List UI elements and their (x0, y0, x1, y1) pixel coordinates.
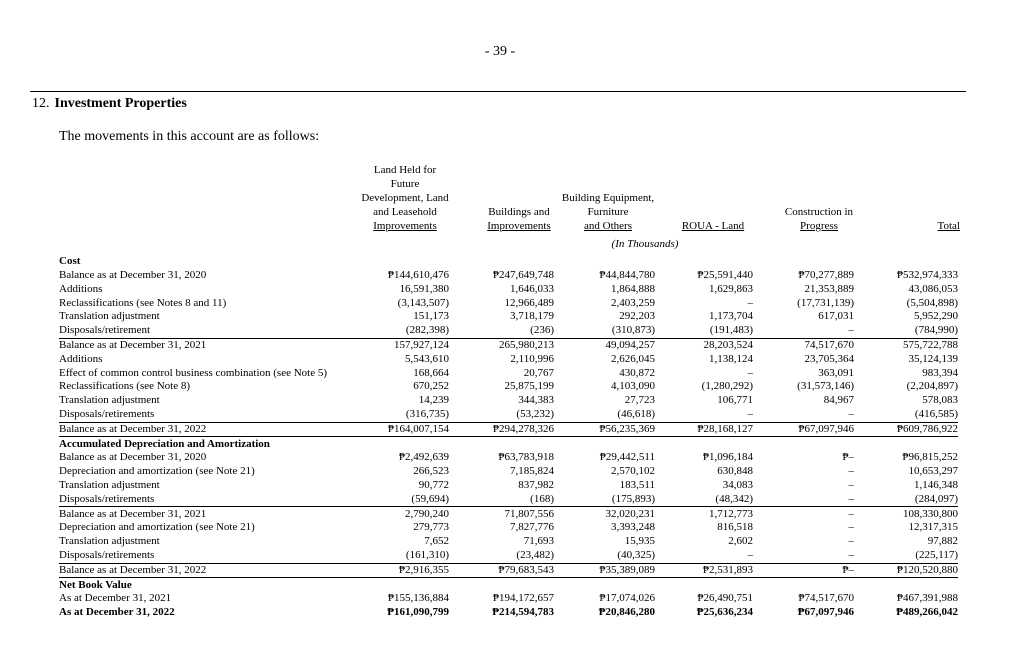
table-row (59, 408, 958, 422)
investment-properties-table (59, 255, 958, 620)
row-label: Translation adjustment (59, 535, 160, 548)
cell-value: 108,330,800 (903, 507, 958, 520)
cell-value: 21,353,889 (804, 282, 854, 295)
cell-value: 7,827,776 (510, 521, 554, 534)
cell-value: ₱– (753, 563, 854, 578)
cell-value: 106,771 (717, 394, 753, 407)
row-label: Balance as at December 31, 2020 (59, 269, 207, 282)
col-header-line: Improvements (373, 220, 437, 232)
cell-value: 363,091 (818, 366, 854, 379)
cell-value: (48,342) (655, 493, 753, 507)
cell-value: (53,232) (449, 408, 554, 422)
row-label: Reclassifications (see Note 8) (59, 380, 191, 393)
cell-value (655, 255, 753, 269)
cell-value: – (655, 408, 753, 422)
cell-value: 5,952,290 (914, 310, 958, 323)
cell-value: (1,280,292) (701, 380, 753, 393)
cell-value: (282,398) (348, 324, 449, 338)
cell-value (655, 437, 753, 451)
cell-value: 983,394 (922, 366, 958, 379)
cell-value: (225,117) (854, 549, 958, 563)
cell-value: 20,767 (523, 366, 554, 379)
cell-value: 2,602 (728, 535, 753, 548)
cell-value: 168,664 (413, 366, 449, 379)
table-row (59, 296, 958, 310)
cell-value: 1,173,704 (709, 310, 753, 323)
cell-value: (3,143,507) (397, 296, 449, 309)
cell-value: (40,325) (554, 549, 655, 563)
row-label: Disposals/retirements (59, 493, 348, 507)
cell-value: 1,629,863 (709, 282, 753, 295)
cell-value: ₱194,172,657 (492, 592, 554, 605)
cell-value: 16,591,380 (399, 282, 449, 295)
cell-value: ₱214,594,783 (492, 606, 554, 619)
cell-value (348, 255, 449, 269)
cell-value (854, 255, 958, 269)
table-row (59, 380, 958, 394)
table-row (59, 493, 958, 507)
cell-value: 5,543,610 (405, 352, 449, 365)
col-header-line: Future (390, 178, 420, 190)
row-label: Balance as at December 31, 2021 (59, 507, 207, 520)
col-header-line: Building Equipment, (561, 192, 655, 204)
cell-value: 2,790,240 (405, 507, 449, 520)
cell-value: 1,138,124 (709, 352, 753, 365)
cell-value: ₱2,916,355 (348, 563, 449, 578)
row-label: Net Book Value (59, 578, 132, 591)
cell-value: (784,990) (854, 324, 958, 338)
cell-value: 816,518 (717, 521, 753, 534)
cell-value: ₱17,074,026 (599, 592, 655, 605)
col-header-land (350, 163, 460, 233)
page-number: - 39 - (484, 44, 516, 59)
cell-value: ₱532,974,333 (896, 269, 958, 282)
cell-value (655, 578, 753, 592)
col-header-total (900, 219, 960, 233)
intro-text: The movements in this account are as follows: (59, 129, 320, 144)
cell-value: 1,646,033 (510, 282, 554, 295)
cell-value (449, 255, 554, 269)
table-row (59, 422, 958, 437)
section-row (59, 437, 958, 451)
table-row (59, 535, 958, 549)
cell-value: 575,722,788 (903, 339, 958, 352)
row-label: Effect of common control business combination (see Note 5) (59, 366, 328, 379)
section-number: 12. (32, 96, 50, 111)
cell-value: ₱467,391,988 (896, 592, 958, 605)
cell-value: 49,094,257 (605, 339, 655, 352)
cell-value: ₱28,168,127 (655, 422, 753, 437)
cell-value: – (848, 479, 854, 492)
cell-value: 2,570,102 (611, 465, 655, 478)
cell-value: 837,982 (518, 479, 554, 492)
cell-value: ₱164,007,154 (348, 422, 449, 437)
col-header-line: Development, Land (361, 192, 449, 204)
cell-value: 84,967 (823, 394, 854, 407)
cell-value: 71,693 (523, 535, 554, 548)
table-row (59, 394, 958, 408)
table-row (59, 549, 958, 563)
cell-value: 43,086,053 (908, 282, 958, 295)
table-row (59, 521, 958, 535)
cell-value: ₱67,097,946 (797, 606, 854, 619)
cell-value: 74,517,670 (804, 339, 854, 352)
table-row (59, 324, 958, 338)
cell-value: 151,173 (413, 310, 449, 323)
table-row (59, 310, 958, 324)
cell-value: ₱25,636,234 (696, 606, 753, 619)
cell-value: 1,864,888 (611, 282, 655, 295)
row-label: Accumulated Depreciation and Amortization (59, 437, 270, 450)
col-header-line: and Others (584, 220, 632, 232)
cell-value: (416,585) (854, 408, 958, 422)
row-label: Additions (59, 282, 103, 295)
cell-value: 344,383 (518, 394, 554, 407)
row-label: Disposals/retirements (59, 549, 348, 563)
row-label: Cost (59, 255, 81, 268)
cell-value: 670,252 (413, 380, 449, 393)
cell-value: ₱74,517,670 (798, 592, 854, 605)
cell-value: 23,705,364 (804, 352, 854, 365)
col-header-roua-land (668, 219, 758, 233)
row-label: Depreciation and amortization (see Note 21) (59, 465, 255, 478)
cell-value: – (848, 507, 854, 520)
cell-value: 7,185,824 (510, 465, 554, 478)
table-row (59, 353, 958, 367)
table-row (59, 465, 958, 479)
cell-value (753, 437, 854, 451)
cell-value: ₱20,846,280 (598, 606, 655, 619)
table-row (59, 592, 958, 606)
row-label: Translation adjustment (59, 394, 160, 407)
cell-value (554, 255, 655, 269)
cell-value: – (655, 549, 753, 563)
cell-value: (175,893) (554, 493, 655, 507)
cell-value: 1,712,773 (709, 507, 753, 520)
section-row (59, 578, 958, 592)
cell-value (554, 437, 655, 451)
cell-value (753, 578, 854, 592)
cell-value (854, 578, 958, 592)
cell-value: 266,523 (413, 465, 449, 478)
cell-value: ₱56,235,369 (554, 422, 655, 437)
row-label: Balance as at December 31, 2020 (59, 451, 207, 464)
col-header-construction (772, 205, 866, 233)
cell-value: (316,735) (348, 408, 449, 422)
cell-value: 183,511 (619, 479, 655, 492)
table-row (59, 338, 958, 352)
cell-value: ₱155,136,884 (387, 592, 449, 605)
cell-value: ₱161,090,799 (387, 606, 449, 619)
top-rule (30, 91, 966, 92)
cell-value: 617,031 (818, 310, 854, 323)
cell-value: 3,393,248 (611, 521, 655, 534)
col-header-line: Buildings and (488, 206, 550, 218)
cell-value: ₱96,815,252 (902, 451, 958, 464)
cell-value (753, 255, 854, 269)
table-row (59, 269, 958, 283)
cell-value: ₱67,097,946 (753, 422, 854, 437)
col-header-line: and Leasehold (373, 206, 437, 218)
cell-value: (2,204,897) (906, 380, 958, 393)
cell-value: ₱247,649,748 (492, 269, 554, 282)
cell-value: 630,848 (717, 465, 753, 478)
cell-value: ₱25,591,440 (697, 269, 753, 282)
cell-value: (31,573,146) (797, 380, 854, 393)
cell-value: 3,718,179 (510, 310, 554, 323)
col-header-equipment (548, 191, 668, 233)
cell-value: 90,772 (418, 479, 449, 492)
cell-value: 157,927,124 (394, 339, 449, 352)
cell-value (348, 578, 449, 592)
cell-value: 10,653,297 (908, 465, 958, 478)
row-label: Disposals/retirement (59, 324, 348, 338)
cell-value (449, 578, 554, 592)
col-header-line: Improvements (487, 220, 551, 232)
table-row (59, 479, 958, 493)
cell-value: – (753, 324, 854, 338)
cell-value: 292,203 (619, 310, 655, 323)
row-label: Balance as at December 31, 2021 (59, 339, 207, 352)
cell-value: 279,773 (413, 521, 449, 534)
cell-value (449, 437, 554, 451)
table-row (59, 507, 958, 521)
col-header-line: Total (937, 220, 960, 232)
col-header-line: Land Held for (373, 164, 437, 176)
table-row (59, 283, 958, 297)
row-label: Depreciation and amortization (see Note 21) (59, 521, 255, 534)
cell-value: 28,203,524 (703, 339, 753, 352)
cell-value: 35,124,139 (908, 352, 958, 365)
cell-value: (310,873) (554, 324, 655, 338)
cell-value: 25,875,199 (504, 380, 554, 393)
cell-value: 578,083 (922, 394, 958, 407)
cell-value: 14,239 (418, 394, 449, 407)
cell-value: ₱1,096,184 (702, 451, 753, 464)
cell-value (554, 578, 655, 592)
col-header-line: Construction in (784, 206, 854, 218)
cell-value: ₱63,783,918 (498, 451, 554, 464)
cell-value (854, 437, 958, 451)
cell-value: 71,807,556 (504, 507, 554, 520)
table-row (59, 563, 958, 578)
cell-value: ₱489,266,042 (896, 606, 958, 619)
cell-value: – (747, 366, 753, 379)
cell-value: ₱294,278,326 (449, 422, 554, 437)
cell-value: ₱144,610,476 (387, 269, 449, 282)
col-header-line: ROUA - Land (681, 220, 745, 232)
cell-value: (236) (449, 324, 554, 338)
cell-value: (46,618) (554, 408, 655, 422)
cell-value: 32,020,231 (605, 507, 655, 520)
cell-value: 27,723 (624, 394, 655, 407)
cell-value: – (848, 521, 854, 534)
cell-value: ₱70,277,889 (798, 269, 854, 282)
row-label: As at December 31, 2021 (59, 592, 172, 605)
row-label: Translation adjustment (59, 310, 160, 323)
cell-value: 15,935 (624, 535, 655, 548)
row-label: Disposals/retirements (59, 408, 348, 422)
cell-value: ₱29,442,511 (599, 451, 655, 464)
cell-value: (23,482) (449, 549, 554, 563)
cell-value: (168) (449, 493, 554, 507)
cell-value: 430,872 (619, 366, 655, 379)
cell-value: ₱– (842, 451, 854, 464)
cell-value: ₱35,389,089 (554, 563, 655, 578)
units-note: (In Thousands) (611, 238, 679, 250)
cell-value: ₱120,520,880 (854, 563, 958, 578)
cell-value: ₱79,683,543 (449, 563, 554, 578)
cell-value: 12,966,489 (504, 296, 554, 309)
cell-value: – (848, 535, 854, 548)
section-heading (32, 96, 187, 112)
cell-value: 2,110,996 (510, 352, 554, 365)
cell-value: (284,097) (854, 493, 958, 507)
table-row (59, 451, 958, 465)
cell-value: 7,652 (424, 535, 449, 548)
cell-value: ₱44,844,780 (599, 269, 655, 282)
row-label: Balance as at December 31, 2022 (59, 563, 348, 578)
cell-value: (59,694) (348, 493, 449, 507)
cell-value: – (848, 465, 854, 478)
cell-value: – (753, 408, 854, 422)
cell-value: 1,146,348 (914, 479, 958, 492)
cell-value: 2,403,259 (611, 296, 655, 309)
cell-value: – (747, 296, 753, 309)
cell-value: 4,103,090 (611, 380, 655, 393)
cell-value: 2,626,045 (611, 352, 655, 365)
cell-value: ₱2,492,639 (398, 451, 449, 464)
cell-value: 34,083 (722, 479, 753, 492)
section-row (59, 255, 958, 269)
row-label: Additions (59, 352, 103, 365)
cell-value: (191,483) (655, 324, 753, 338)
cell-value: (5,504,898) (906, 296, 958, 309)
row-label: As at December 31, 2022 (59, 606, 175, 619)
table-row (59, 606, 958, 620)
cell-value: ₱609,786,922 (854, 422, 958, 437)
cell-value (348, 437, 449, 451)
cell-value: 265,980,213 (499, 339, 554, 352)
cell-value: ₱26,490,751 (697, 592, 753, 605)
row-label: Reclassifications (see Notes 8 and 11) (59, 296, 227, 309)
cell-value: – (753, 549, 854, 563)
col-header-line: Progress (800, 220, 838, 232)
col-header-line: Furniture (587, 206, 629, 218)
cell-value: (161,310) (348, 549, 449, 563)
cell-value: 12,317,315 (908, 521, 958, 534)
section-title: Investment Properties (54, 96, 187, 111)
cell-value: 97,882 (927, 535, 958, 548)
table-row (59, 366, 958, 380)
row-label: Translation adjustment (59, 479, 160, 492)
cell-value: ₱2,531,893 (655, 563, 753, 578)
cell-value: – (753, 493, 854, 507)
row-label: Balance as at December 31, 2022 (59, 422, 348, 437)
cell-value: (17,731,139) (797, 296, 854, 309)
